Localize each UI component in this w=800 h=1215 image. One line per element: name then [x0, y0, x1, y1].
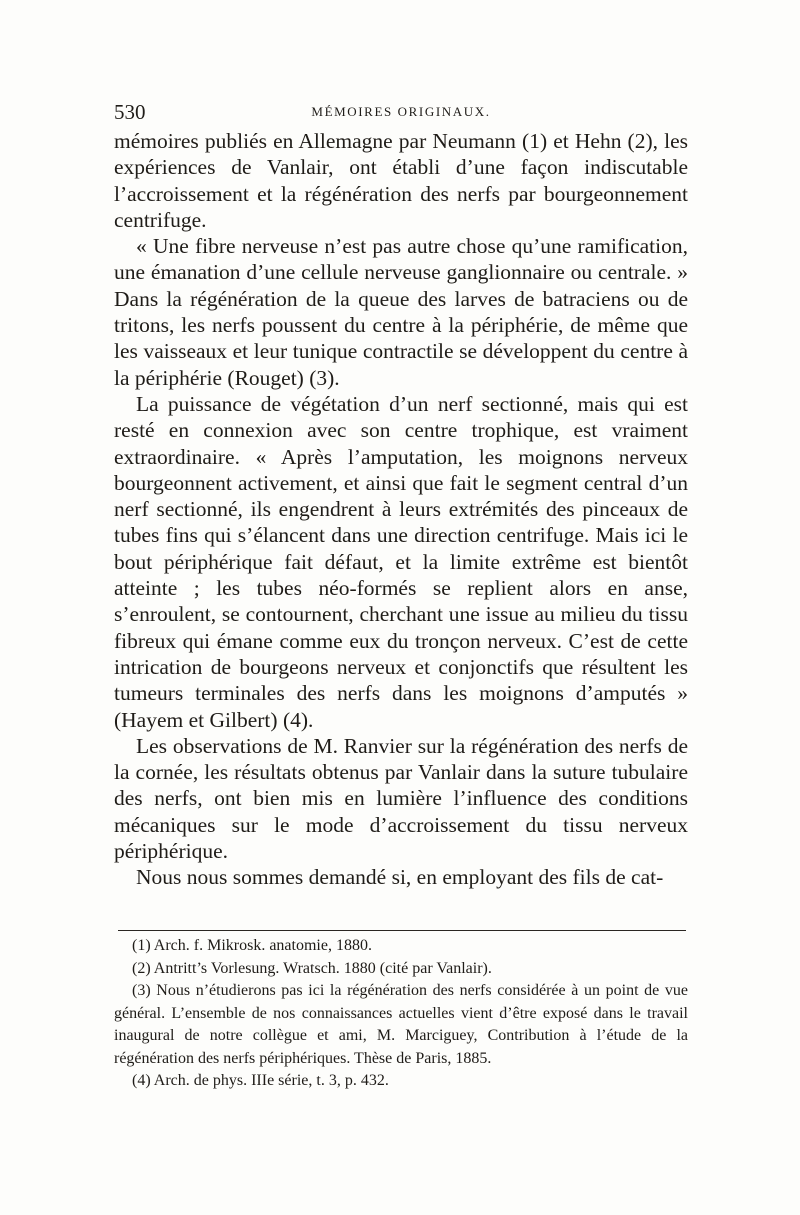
paragraph-5: Nous nous sommes demandé si, en employant des fils de cat- [136, 865, 664, 890]
paragraph-4: Les observations de M. Ranvier sur la régénération des nerfs de la cornée, les résultats obtenus par Vanlair dans la suture tubulaire des nerfs, ont bien mis en lumière l’influence des conditions mécaniques sur le mode d’accroissement du tissu nerveux périphérique. [114, 733, 688, 864]
footnote-2: (2) Antritt’s Vorlesung. Wratsch. 1880 (cité par Vanlair). [132, 959, 492, 977]
paragraph-1: mémoires publiés en Allemagne par Neumann (1) et Hehn (2), les expériences de Vanlair, ont établi d’une façon indiscutable l’accroissement et la régénération des nerfs par bourgeonnement centrifuge. [114, 129, 688, 232]
page-number: 530 [114, 100, 146, 124]
paragraph-2: « Une fibre nerveuse n’est pas autre chose qu’une ramification, une émanation d’une cellule nerveuse ganglionnaire ou centrale. » Dans la régénération de la queue des larves de batraciens ou de tritons, les nerfs poussent du centre à la périphérie, de même que les vaisseaux et leur tunique contractile se développent du centre à la périphérie (Rouget) (3). [114, 234, 688, 390]
footnote-divider [118, 930, 686, 931]
footnotes [114, 935, 688, 1093]
footnote-3: (3) Nous n’étudierons pas ici la régénération des nerfs considérée à un point de vue général. L’ensemble de nos connaissances actuelles vient d’être exposé dans le travail inaugural de notre collègue et ami, M. Marciguey, Contribution à l’étude de la régénération des nerfs périphériques. Thèse de Paris, 1885. [114, 982, 688, 1067]
running-header [114, 102, 688, 122]
footnote-1: (1) Arch. f. Mikrosk. anatomie, 1880. [132, 937, 372, 954]
body-text [114, 128, 688, 891]
running-title: MÉMOIRES ORIGINAUX. [311, 104, 491, 119]
footnote-4: (4) Arch. de phys. IIIe série, t. 3, p. 432. [132, 1072, 389, 1089]
paragraph-3: La puissance de végétation d’un nerf sectionné, mais qui est resté en connexion avec son centre trophique, est vraiment extraordinaire. « Après l’amputation, les moignons nerveux bourgeonnent activement, et ainsi que fait le segment central d’un nerf sectionné, ils engendrent à leurs extrémités des pinceaux de tubes fins qui s’élancent dans une direction centrifuge. Mais ici le bout périphérique fait défaut, et la limite extrême est bientôt atteinte ; les tubes néo-formés se replient alors en anse, s’enroulent, se contournent, cherchant une issue au milieu du tissu fibreux qui émane comme eux du tronçon nerveux. C’est de cette intrication de bourgeons nerveux et conjonctifs que résultent les tumeurs terminales des nerfs dans les moignons d’amputés » (Hayem et Gilbert) (4). [114, 391, 688, 732]
